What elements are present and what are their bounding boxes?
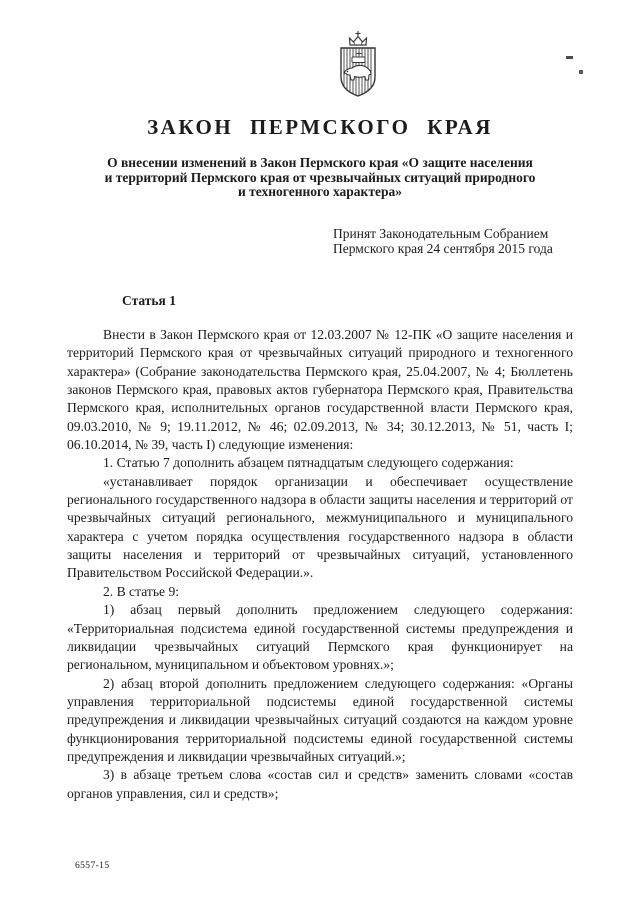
adoption-note-line: Принят Законодательным Собранием xyxy=(333,226,549,241)
adoption-note-line: Пермского края 24 сентября 2015 года xyxy=(333,241,553,257)
body-paragraph: 2. В статье 9: xyxy=(103,583,180,599)
body-paragraph: Внести в Закон Пермского края от 12.03.2007 № 12-ПК «О защите населения и территорий Пермского края от чрезвычайных ситуаций природного и техногенного характера» (Собрание законодательства Пермского края, 25.04.2007, № 4; Бюллетень законов Пермского края, правовых актов губернатора Пермского края, Правительства Пермского края, исполнительных органов государственной власти Пермского края, 09.03.2010, № 9; 19.11.2012, № 46; 02.09.2013, № 34; 30.12.2013, № 51, часть I; 06.10.2014, № 39, часть I) следующие изменения: xyxy=(67,327,573,453)
law-subtitle-line: и территорий Пермского края от чрезвычайных ситуаций природного xyxy=(104,169,536,185)
article-1-heading: Статья 1 xyxy=(122,293,176,308)
law-title: ЗАКОН ПЕРМСКОГО КРАЯ xyxy=(147,115,493,139)
body-paragraph: «устанавливает порядок организации и обеспечивает осуществление регионального государственного надзора в области защиты населения и территорий от чрезвычайных ситуаций регионального, межмуниципального и муниципального характера с учетом порядка осуществления государственного надзора в области защиты населения и территорий от чрезвычайных ситуаций, установленного Правительством Российской Федерации.». xyxy=(67,473,573,581)
law-subtitle xyxy=(80,156,560,200)
perm-krai-coat-of-arms-icon xyxy=(335,30,381,100)
law-subtitle-line: О внесении изменений в Закон Пермского края «О защите населения xyxy=(107,155,533,170)
body-paragraph: 1. Статью 7 дополнить абзацем пятнадцатым следующего содержания: xyxy=(103,455,514,471)
law-subtitle-line: и техногенного характера» xyxy=(238,184,402,200)
body-paragraph: 2) абзац второй дополнить предложением следующего содержания: «Органы управления территориальной подсистемы единой государственной системы предупреждения и ликвидации чрезвычайных ситуаций создаются на каждом уровне функционирования территориальной подсистемы единой государственной системы предупреждения и ликвидации чрезвычайных ситуаций.»; xyxy=(67,675,573,764)
body-paragraph: 3) в абзаце третьем слова «состав сил и средств» заменить словами «состав органов управления, сил и средств»; xyxy=(67,767,573,801)
adoption-note xyxy=(333,226,553,257)
document-number: 6557-15 xyxy=(75,861,110,871)
scan-speck xyxy=(579,70,583,74)
scan-speck xyxy=(566,56,573,59)
law-body xyxy=(67,326,573,803)
body-paragraph: 1) абзац первый дополнить предложением следующего содержания: «Территориальная подсистема единой государственной системы предупреждения и ликвидации чрезвычайных ситуаций Пермского края функционирует на региональном, муниципальном и объектовом уровнях.»; xyxy=(67,602,573,673)
